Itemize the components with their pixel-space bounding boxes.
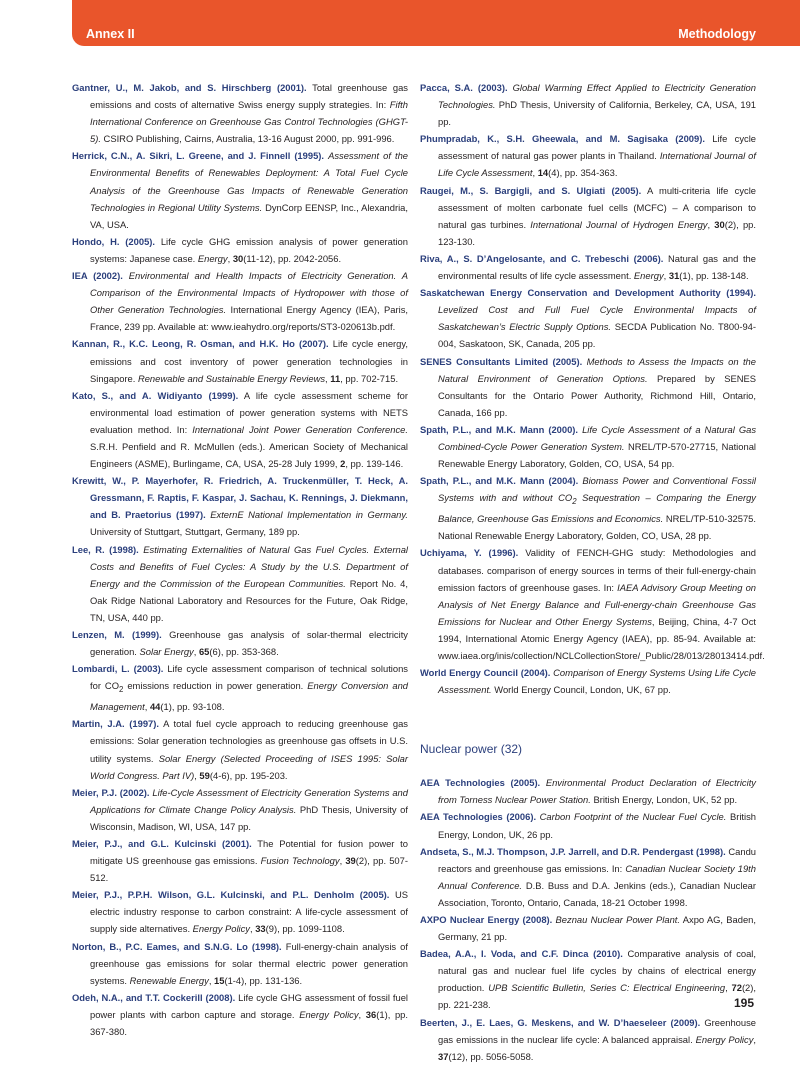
left-column: [72, 79, 408, 1040]
reference-krewitt-1997: Krewitt, W., P. Mayerhofer, R. Friedrich, A. Truckenmüller, T. Heck, A. Gressmann, F. Raptis, F. Kaspar, J. Sachau, K. Rennings, J. Diekmann, and B. Praetorius (1997). ExternE National Implementation in Germany. University of Stuttgart, Stuttgart, Germany, 189 pp.: [72, 475, 408, 538]
reference-herrick-1995: Herrick, C.N., A. Sikri, L. Greene, and J. Finnell (1995). Assessment of the Environmental Benefits of Renewables Deployment: A Total Fuel Cycle Analysis of the Greenhouse Gas Impacts of Renewable Generation Technologies in Regional Utility Systems. DynCorp EENSP, Inc., Alexandria, VA, USA.: [72, 150, 409, 230]
reference-spath-2004: Spath, P.L., and M.K. Mann (2004). Biomass Power and Conventional Fossil Systems with and without $CO_2$ Sequestration – Comparing the Energy Balance, Greenhouse Gas Emissions and Economics. NREL/TP-510-32575. National Renewable Energy Laboratory, Golden, CO, USA, 28 pp.: [420, 475, 756, 542]
reference-hondo-2005: Hondo, H. (2005). Life cycle GHG emission analysis of power generation systems: Japanese case. Energy, 30(11-12), pp. 2042-2056.: [72, 235, 408, 264]
reference-badea-2010: Badea, A.A., I. Voda, and C.F. Dinca (2010). Comparative analysis of coal, natural gas and nuclear fuel life cycles by chains of electrical energy production. UPB Scientific Bulletin, Series C: Electrical Engineering, 72(2), pp. 221-238.: [420, 948, 756, 1011]
reference-uchiyama-1996: Uchiyama, Y. (1996). Validity of FENCH-GHG study: Methodologies and databases. comparison of energy sources in terms of their full-energy-chain emission factors of greenhouse gases. In: IAEA Advisory Group Meeting on Analysis of Net Energy Balance and Full-energy-chain Greenhouse Gas Emissions for Nuclear and Other Energy Systems, Beijing, China, 4-7 Oct 1994, International Atomic Energy Agency (IAEA), pp. 85-94. Available at: www.iaea.org/inis/collection/NCLCollectionStore/_Public/28/013/28013414.pdf.: [420, 547, 765, 661]
reference-senes-2005: SENES Consultants Limited (2005). Methods to Assess the Impacts on the Natural Environment of Generation Options. Prepared by SENES Consultants for the Ontario Power Authority, Richmond Hill, Ontario, Canada, 166 pp.: [420, 355, 756, 418]
header-bar: [72, 0, 800, 46]
page-number: 195: [734, 996, 755, 1010]
reference-lee-1998: Lee, R. (1998). Estimating Externalities of Natural Gas Fuel Cycles. External Costs and Benefits of Fuel Cycles: A Study by the U.S. Department of Energy and the Commission of the European Communities. Report No. 4, Oak Ridge National Laboratory and Resources for the Future, Oak Ridge, TN, USA, 440 pp.: [72, 543, 408, 623]
reference-aea-2006: AEA Technologies (2006). Carbon Footprint of the Nuclear Fuel Cycle. British Energy, London, UK, 26 pp.: [420, 811, 757, 840]
reference-phumpradab-2009: Phumpradab, K., S.H. Gheewala, and M. Sagisaka (2009). Life cycle assessment of natural gas power plants in Thailand. International Journal of Life Cycle Assessment, 14(4), pp. 354-363.: [420, 133, 757, 179]
reference-pacca-2003: Pacca, S.A. (2003). Global Warming Effect Applied to Electricity Generation Technologies. PhD Thesis, University of California, Berkeley, CA, USA, 191 pp.: [420, 82, 756, 128]
reference-martin-1997: Martin, J.A. (1997). A total fuel cycle approach to reducing greenhouse gas emissions: Solar generation technologies as greenhouse gas offsets in U.S. utility systems. Solar Energy (Selected Proceeding of ISES 1995: Solar World Congress. Part IV), 59(4-6), pp. 195-203.: [72, 718, 408, 781]
reference-odeh-2008: Odeh, N.A., and T.T. Cockerill (2008). Life cycle GHG assessment of fossil fuel power plants with carbon capture and storage. Energy Policy, 36(1), pp. 367-380.: [72, 991, 408, 1038]
reference-gantner-2001: Gantner, U., M. Jakob, and S. Hirschberg (2001). Total greenhouse gas emissions and costs of alternative Swiss energy supply strategies. In: Fifth International Conference on Greenhouse Gas Control Technologies (GHGT-5). CSIRO Publishing, Cairns, Australia, 13-16 August 2000, pp. 991-996.: [72, 82, 408, 145]
reference-beerten-2009: Beerten, J., E. Laes, G. Meskens, and W. D’haeseleer (2009). Greenhouse gas emissions in the nuclear life cycle: A balanced appraisal. Energy Policy, 37(12), pp. 5056-5058.: [420, 1016, 756, 1062]
reference-wec-2004: World Energy Council (2004). Comparison of Energy Systems Using Life Cycle Assessment. World Energy Council, London, UK, 67 pp.: [420, 667, 757, 696]
reference-lenzen-1999: Lenzen, M. (1999). Greenhouse gas analysis of solar-thermal electricity generation. Solar Energy, 65(6), pp. 353-368.: [72, 629, 408, 658]
section-label: Methodology: [678, 27, 756, 41]
reference-kannan-2007: Kannan, R., K.C. Leong, R. Osman, and H.K. Ho (2007). Life cycle energy, emissions and cost inventory of power generation technologies in Singapore. Renewable and Sustainable Energy Reviews, 11, pp. 702-715.: [72, 338, 408, 384]
reference-axpo-2008: AXPO Nuclear Energy (2008). Beznau Nuclear Power Plant. Axpo AG, Baden, Germany, 21 pp.: [420, 914, 757, 943]
reference-aea-2005: AEA Technologies (2005). Environmental Product Declaration of Electricity from Torness Nuclear Power Station. British Energy, London, UK, 52 pp.: [420, 777, 756, 806]
annex-label: Annex II: [86, 27, 135, 41]
reference-iea-2002: IEA (2002). Environmental and Health Impacts of Electricity Generation. A Comparison of the Environmental Impacts of Hydropower with those of Other Generation Technologies. International Energy Agency (IEA), Paris, France, 239 pp. Available at: www.ieahydro.org/reports/ST3-020613b.pdf.: [72, 270, 408, 333]
reference-saskatchewan-1994: Saskatchewan Energy Conservation and Development Authority (1994). Levelized Cost and Full Fuel Cycle Environmental Impacts of Saskatchewan’s Electric Supply Options. SECDA Publication No. T800-94-004, Saskatoon, SK, Canada, 205 pp.: [420, 287, 756, 350]
reference-raugei-2005: Raugei, M., S. Bargigli, and S. Ulgiati (2005). A multi-criteria life cycle assessment of molten carbonate fuel cells (MCFC) – A comparison to natural gas turbines. International Journal of Hydrogen Energy, 30(2), pp. 123-130.: [420, 184, 756, 247]
reference-meier-2001: Meier, P.J., and G.L. Kulcinski (2001). The Potential for fusion power to mitigate US greenhouse gas emissions. Fusion Technology, 39(2), pp. 507-512.: [72, 838, 408, 884]
reference-riva-2006: Riva, A., S. D’Angelosante, and C. Trebeschi (2006). Natural gas and the environmental results of life cycle assessment. Energy, 31(1), pp. 138-148.: [420, 252, 756, 282]
reference-lombardi-2003: Lombardi, L. (2003). Life cycle assessment comparison of technical solutions for $CO_2$ emissions reduction in power generation. Energy Conversion and Management, 44(1), pp. 93-108.: [72, 663, 409, 713]
reference-norton-1998: Norton, B., P.C. Eames, and S.N.G. Lo (1998). Full-energy-chain analysis of greenhouse gas emissions for solar thermal electric power generation systems. Renewable Energy, 15(1-4), pp. 131-136.: [72, 940, 408, 986]
reference-andseta-1998: Andseta, S., M.J. Thompson, J.P. Jarrell, and D.R. Pendergast (1998). Candu reactors and greenhouse gas emissions. In: Canadian Nuclear Society 19th Annual Conference. D.B. Buss and D.A. Jenkins (eds.), Canadian Nuclear Association, Toronto, Ontario, Canada, 18-21 October 1998.: [420, 845, 756, 908]
nuclear-section-title: Nuclear power (32): [420, 742, 523, 757]
reference-spath-2000: Spath, P.L., and M.K. Mann (2000). Life Cycle Assessment of a Natural Gas Combined-Cycle Power Generation System. NREL/TP-570-27715, National Renewable Energy Laboratory, Golden, CO, USA, 54 pp.: [420, 423, 757, 470]
reference-kato-1999: Kato, S., and A. Widiyanto (1999). A life cycle assessment scheme for environmental load estimation of power generation systems with NETS evaluation method. In: International Joint Power Generation Conference. S.R.H. Penfield and R. McMullen (eds.). American Society of Mechanical Engineers (ASME), Burlingame, CA, USA, 25-28 July 1999, 2, pp. 139-146.: [72, 389, 408, 470]
reference-meier-2002: Meier, P.J. (2002). Life-Cycle Assessment of Electricity Generation Systems and Applications for Climate Change Policy Analysis. PhD Thesis, University of Wisconsin, Madison, WI, USA, 147 pp.: [72, 786, 408, 832]
reference-meier-2005: Meier, P.J., P.P.H. Wilson, G.L. Kulcinski, and P.L. Denholm (2005). US electric industry response to carbon constraint: A life-cycle assessment of supply side alternatives. Energy Policy, 33(9), pp. 1099-1108.: [72, 889, 408, 935]
right-column: [420, 79, 765, 1065]
